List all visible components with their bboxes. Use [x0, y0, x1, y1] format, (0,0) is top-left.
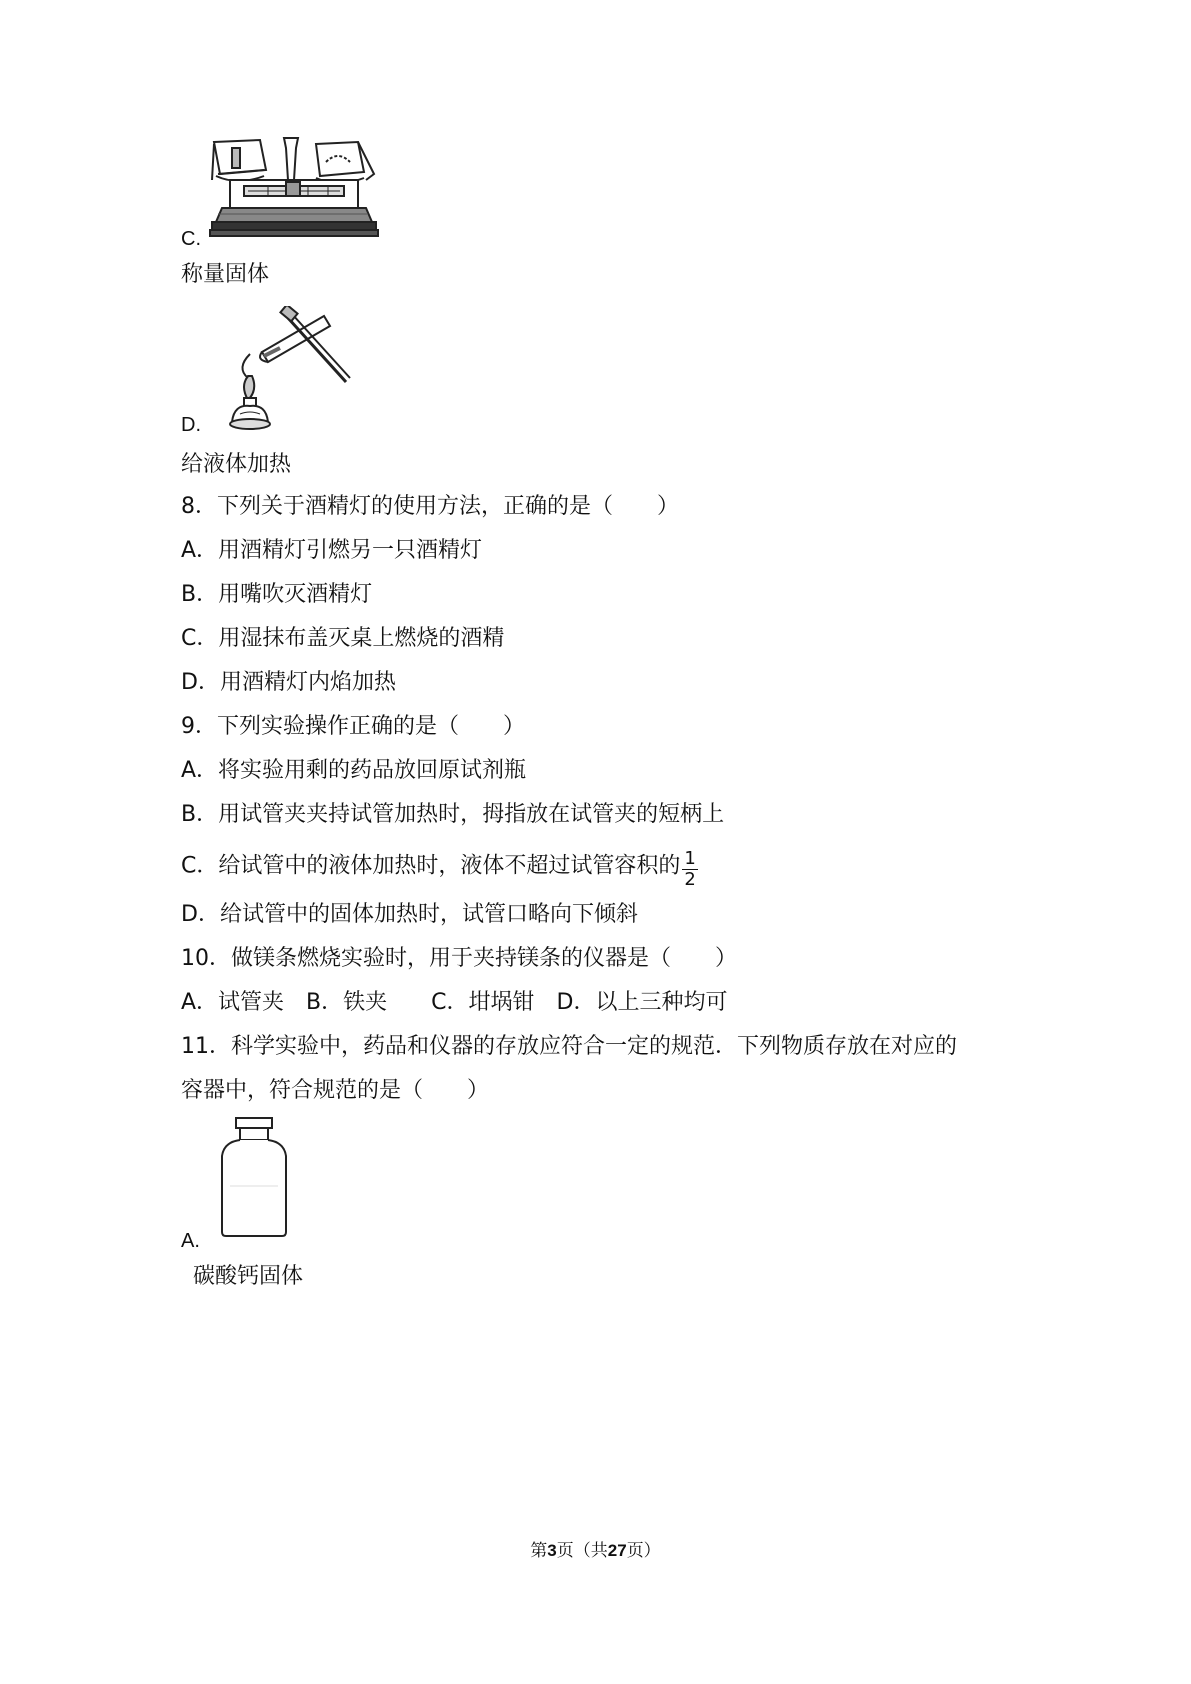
- footer-total-pages: 27: [607, 1541, 627, 1560]
- footer-suffix: 页）: [626, 1541, 661, 1561]
- option-c-caption: 称量固体: [181, 262, 270, 287]
- footer-page-number: 3: [547, 1541, 557, 1560]
- question-9-option-d: D．给试管中的固体加热时，试管口略向下倾斜: [181, 902, 638, 927]
- heating-liquid-figure: [228, 306, 354, 434]
- question-8-option-b: B．用嘴吹灭酒精灯: [181, 582, 373, 607]
- fraction-denominator: 2: [684, 869, 696, 890]
- question-10-options: A．试管夹 B．铁夹 C．坩埚钳 D．以上三种均可: [181, 990, 728, 1015]
- question-9-option-b: B．用试管夹夹持试管加热时，拇指放在试管夹的短柄上: [181, 802, 725, 827]
- footer-middle: 页（共: [556, 1541, 608, 1561]
- question-10: 10．做镁条燃烧实验时，用于夹持镁条的仪器是（ ）: [181, 946, 737, 971]
- question-9-option-c-text: C．给试管中的液体加热时，液体不超过试管容积的: [181, 853, 681, 879]
- fraction-numerator: 1: [684, 848, 696, 869]
- fraction-one-half: [682, 849, 697, 890]
- option-d-label: D.: [181, 414, 201, 436]
- page-footer: [0, 1536, 1191, 1561]
- question-8-option-d: D．用酒精灯内焰加热: [181, 670, 396, 695]
- reagent-bottle-figure: [218, 1116, 290, 1240]
- question-11-line-1: 11．科学实验中，药品和仪器的存放应符合一定的规范．下列物质存放在对应的: [181, 1034, 957, 1059]
- option-c-label: C.: [181, 228, 201, 250]
- question-9: 9．下列实验操作正确的是（ ）: [181, 714, 525, 739]
- question-9-option-a: A．将实验用剩的药品放回原试剂瓶: [181, 758, 527, 783]
- question-8-option-a: A．用酒精灯引燃另一只酒精灯: [181, 538, 483, 563]
- question-8-option-c: C．用湿抹布盖灭桌上燃烧的酒精: [181, 626, 505, 651]
- option-a-label: A.: [181, 1230, 200, 1252]
- question-11-line-2: 容器中，符合规范的是（ ）: [181, 1078, 490, 1103]
- question-9-option-c: [181, 846, 698, 890]
- question-8: 8．下列关于酒精灯的使用方法，正确的是（ ）: [181, 494, 679, 519]
- footer-prefix: 第: [530, 1541, 548, 1561]
- balance-scale-figure: [208, 136, 380, 246]
- option-a-caption: 碳酸钙固体: [193, 1264, 304, 1289]
- option-d-caption: 给液体加热: [181, 452, 292, 477]
